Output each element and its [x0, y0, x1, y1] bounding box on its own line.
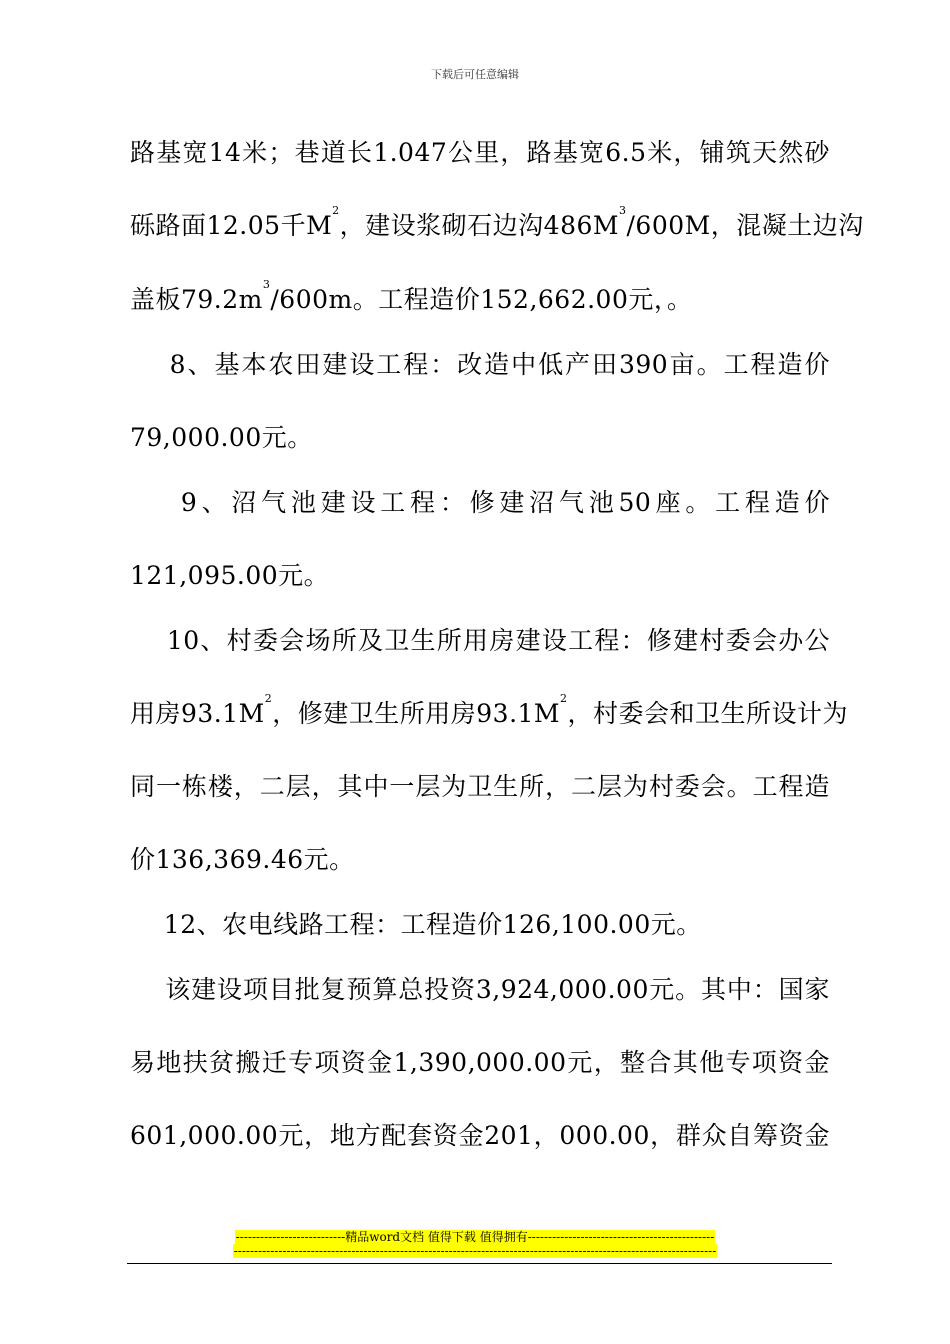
text-line: 价136,369.46元。: [130, 845, 355, 874]
text-line: 该建设项目批复预算总投资3,924,000.00元。其中：国家: [130, 975, 830, 1004]
footer-rule: [127, 1263, 832, 1264]
text-line: 601,000.00元，地方配套资金201，000.00，群众自筹资金: [130, 1121, 830, 1150]
text-line: 易地扶贫搬迁专项资金1,390,000.00元，整合其他专项资金: [130, 1048, 830, 1077]
page-header: 下载后可任意编辑: [431, 68, 519, 81]
text-line: 盖板$79.2m^3/600m$。工程造价152,662.00元，。: [130, 278, 693, 314]
text-line: 同一栋楼，二层，其中一层为卫生所，二层为村委会。工程造: [130, 772, 830, 801]
text-line: 8、基本农田建设工程：改造中低产田390亩。工程造价: [130, 350, 830, 379]
text-line: 121,095.00元。: [130, 561, 330, 590]
text-line: 10、村委会场所及卫生所用房建设工程：修建村委会办公: [130, 626, 830, 655]
text-line: 用房$93.1M^2$，修建卫生所用房$93.1M^2$，村委会和卫生所设计为: [130, 692, 849, 728]
text-line: 9、沼气池建设工程：修建沼气池50座。工程造价: [130, 488, 830, 517]
text-line: 12、农电线路工程：工程造价126,100.00元。: [130, 910, 702, 939]
footer-watermark-line: ---------------------------精品word文档 值得下载 值得拥有----------------------------------------------: [235, 1230, 715, 1244]
text-line: 79,000.00元。: [130, 423, 313, 452]
text-line: 路基宽14米；巷道长1.047公里，路基宽6.5米，铺筑天然砂: [130, 138, 830, 167]
footer-dash-line: -----------------------------------------------------------------------------------------------------------------------: [233, 1244, 717, 1258]
text-line: 砾路面12.05千$M^2$，建设浆砌石边沟$486M^3/600M$，混凝土边沟: [130, 204, 864, 240]
